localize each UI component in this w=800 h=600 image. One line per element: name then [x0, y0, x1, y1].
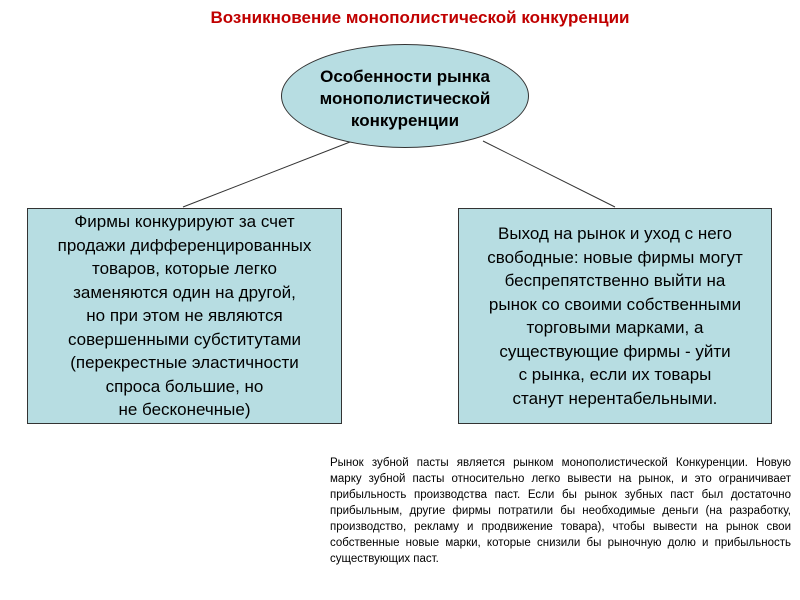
right-box-text: Выход на рынок и уход с него свободные: новые фирмы могут беспрепятственно выйти на рынок со своими собственными торговыми марками, а существующие фирмы - уйти с рынка, если их товары станут нерентабельными. [487, 224, 743, 408]
right-box [458, 208, 772, 424]
left-box-text: Фирмы конкурируют за счет продажи дифференцированных товаров, которые легко заменяются один на другой, но при этом не являются совершенными субститутами (перекрестные эластичности спроса большие, но не бесконечные) [57, 212, 312, 420]
connector-left [183, 142, 350, 207]
center-ellipse [281, 44, 529, 148]
diagram-title: Возникновение монополистической конкуренции [210, 8, 630, 27]
example-note: Рынок зубной пасты является рынком монополистической Конкуренции. Новую марку зубной пасты относительно легко вывести на рынок, и это ограничивает прибыльность производства паст. Если бы рынок зубных паст был достаточно прибыльным, другие фирмы потратили бы необходимые деньги (на разработку, производство, рекламу и продвижение товара), чтобы вывести на рынок свои собственные новые марки, которые снизили бы рыночную долю и прибыльность существующих паст. [330, 457, 791, 565]
connector-right [483, 141, 615, 207]
left-box [27, 208, 342, 424]
center-label: Особенности рынка монополистической конкуренции [319, 67, 491, 130]
